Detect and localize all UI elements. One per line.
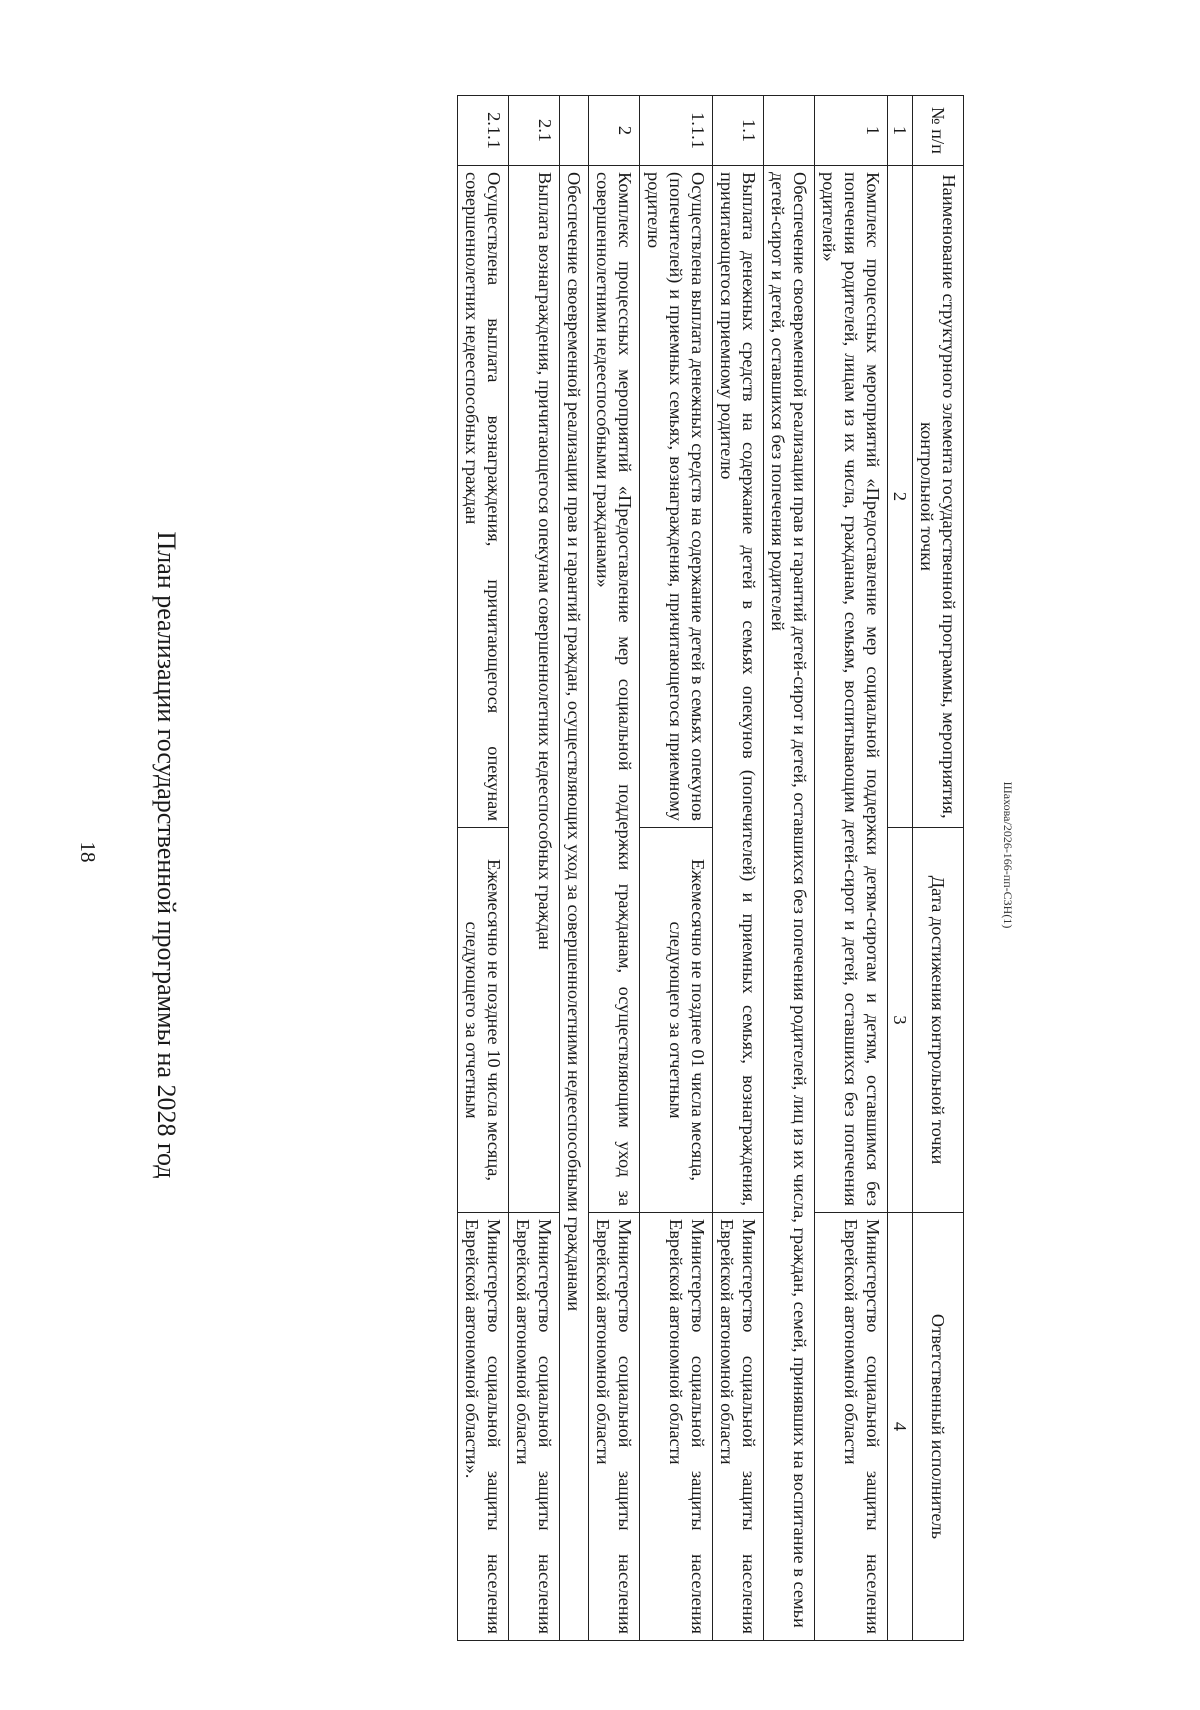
header-cell-executor: Ответственный исполнитель [913,1213,964,1641]
page-number: 18 [76,841,100,863]
table-header-row [913,96,964,1641]
header-cell-name: Наименование структурного элемента государственной программы, мероприятия, контрольной точки [913,166,964,828]
header-cell-no: № п/п [913,96,964,166]
row-date: Ежемесячно не позднее 01 числа месяца, следующего за отчетным [640,828,713,1213]
row-executor: Министерство социальной защиты населения Еврейской автономной области [589,1213,640,1641]
table-row [640,96,713,1641]
row-executor: Министерство социальной защиты населения Еврейской автономной области [713,1213,764,1641]
plan-table [457,95,964,1641]
row-executor: Министерство социальной защиты населения Еврейской автономной области». [458,1213,509,1641]
table-row [713,96,764,1641]
table-row [509,96,560,1641]
row-name: Комплекс процессных мероприятий «Предоставление мер социальной поддержки детям-сиротам и детям, оставшимся без попечения родителей, лицам из их числа, гражданам, семьям, воспитывающим детей-сирот и детей, оставшихся без попечения родителей» [815,166,888,1213]
column-number: 2 [888,166,913,828]
row-number: 1.1 [713,96,764,166]
row-name: Осуществлена выплата вознаграждения, причитающегося опекунам совершеннолетних недееспособных граждан [458,166,509,828]
row-executor: Министерство социальной защиты населения Еврейской автономной области [509,1213,560,1641]
row-executor: Министерство социальной защиты населения Еврейской автономной области [640,1213,713,1641]
row-number: 2.1.1 [458,96,509,166]
row-number: 1 [815,96,888,166]
row-number: 1.1.1 [640,96,713,166]
row-name: Выплата денежных средств на содержание детей в семьях опекунов (попечителей) и приемных семьях, вознаграждения, причитающегося приемному родителю [713,166,764,1213]
row-date: Ежемесячно не позднее 10 числа месяца, следующего за отчетным [458,828,509,1213]
header-cell-date: Дата достижения контрольной точки [913,828,964,1213]
section-text: Обеспечение своевременной реализации прав и гарантий граждан, осуществляющих уход за совершеннолетними недееспособными гражданами [560,166,589,1641]
row-name: Комплекс процессных мероприятий «Предоставление мер социальной поддержки гражданам, осуществляющим уход за совершеннолетними недееспособными гражданами» [589,166,640,1213]
column-number-row [888,96,913,1641]
section-row [560,96,589,1641]
row-number: 2.1 [509,96,560,166]
section-text: Обеспечение своевременной реализации прав и гарантий детей-сирот и детей, оставшихся без попечения родителей, лиц из их числа, граждан, семей, принявших на воспитание в семьи детей-сирот и детей, оставшихся без попечения родителей [764,166,815,1641]
table-row [815,96,888,1641]
row-number: 2 [589,96,640,166]
table-row [589,96,640,1641]
row-name: Осуществлена выплата денежных средств на содержание детей в семьях опекунов (попечителей) и приемных семьях, вознаграждения, причитающегося приемному родителю [640,166,713,828]
empty-cell [764,96,815,166]
column-number: 4 [888,1213,913,1641]
row-name: Выплата вознаграждения, причитающегося опекунам совершеннолетних недееспособных граждан [509,166,560,1213]
section-row [764,96,815,1641]
document-code: Шахова/2026-166-пп-СЗН(1) [1001,781,1015,929]
empty-cell [560,96,589,166]
page-title: План реализации государственной программы на 2028 год [152,531,181,1179]
table-row [458,96,509,1641]
row-executor: Министерство социальной защиты населения Еврейской автономной области [815,1213,888,1641]
column-number: 1 [888,96,913,166]
column-number: 3 [888,828,913,1213]
